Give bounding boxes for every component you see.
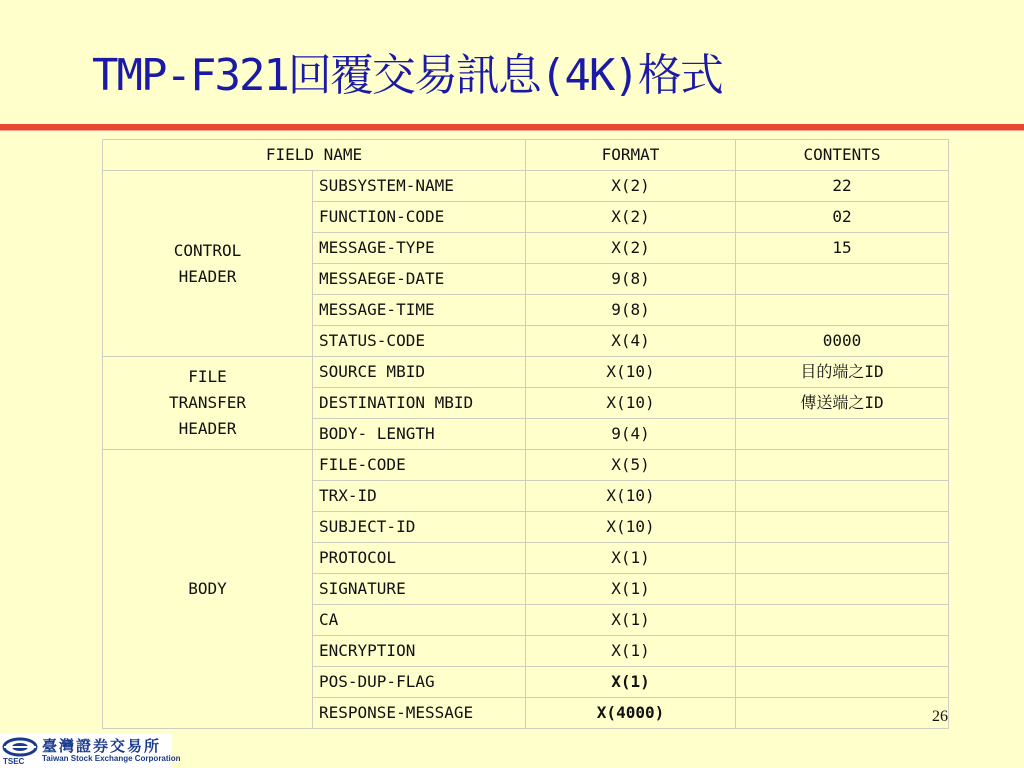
field-format: X(4000) [526,698,736,729]
field-format: X(2) [526,233,736,264]
field-contents [736,264,949,295]
tsec-emblem-icon [2,737,38,757]
table-row [103,171,949,202]
field-format: 9(4) [526,419,736,450]
field-format: X(10) [526,357,736,388]
logo-name-english: Taiwan Stock Exchange Corporation [42,754,181,763]
company-logo [0,734,181,768]
field-name: SUBSYSTEM-NAME [313,171,526,202]
message-format-table [102,139,949,729]
header-format: FORMAT [526,140,736,171]
field-format: X(1) [526,574,736,605]
table-row [103,450,949,481]
field-name: MESSAGE-TIME [313,295,526,326]
field-format: X(2) [526,202,736,233]
field-name: MESSAEGE-DATE [313,264,526,295]
field-format: X(4) [526,326,736,357]
field-name: SIGNATURE [313,574,526,605]
field-format: X(1) [526,543,736,574]
field-contents: 22 [736,171,949,202]
field-format: X(10) [526,481,736,512]
field-name: STATUS-CODE [313,326,526,357]
slide-title: TMP-F321回覆交易訊息(4K)格式 [92,50,722,101]
field-contents: 傳送端之ID [736,388,949,419]
field-contents [736,419,949,450]
field-contents [736,450,949,481]
field-name: MESSAGE-TYPE [313,233,526,264]
field-contents [736,543,949,574]
field-contents [736,605,949,636]
field-format: X(2) [526,171,736,202]
field-name: PROTOCOL [313,543,526,574]
field-format: 9(8) [526,295,736,326]
field-name: BODY- LENGTH [313,419,526,450]
field-name: CA [313,605,526,636]
field-name: FILE-CODE [313,450,526,481]
field-name: FUNCTION-CODE [313,202,526,233]
field-contents [736,512,949,543]
field-format: X(1) [526,605,736,636]
field-name: SOURCE MBID [313,357,526,388]
field-contents [736,481,949,512]
field-format: X(1) [526,636,736,667]
group-label-file-transfer-header: FILE TRANSFER HEADER [103,357,313,450]
field-format: X(10) [526,512,736,543]
logo-abbreviation: TSEC [3,757,25,766]
field-name: POS-DUP-FLAG [313,667,526,698]
field-contents [736,574,949,605]
field-format: X(1) [526,667,736,698]
field-name: ENCRYPTION [313,636,526,667]
field-contents: 02 [736,202,949,233]
field-name: RESPONSE-MESSAGE [313,698,526,729]
field-format: X(5) [526,450,736,481]
field-contents: 15 [736,233,949,264]
logo-name-chinese: 臺灣證券交易所 [42,737,162,755]
field-contents: 0000 [736,326,949,357]
header-contents: CONTENTS [736,140,949,171]
field-contents [736,295,949,326]
title-divider [0,124,1024,130]
field-contents [736,636,949,667]
field-name: SUBJECT-ID [313,512,526,543]
group-label-control-header: CONTROL HEADER [103,171,313,357]
field-name: DESTINATION MBID [313,388,526,419]
field-format: X(10) [526,388,736,419]
table-row [103,357,949,388]
field-format: 9(8) [526,264,736,295]
field-contents [736,667,949,698]
group-label-body: BODY [103,450,313,729]
field-contents: 目的端之ID [736,357,949,388]
page-number: 26 [932,708,948,725]
table-header-row [103,140,949,171]
header-field-name: FIELD NAME [103,140,526,171]
field-name: TRX-ID [313,481,526,512]
